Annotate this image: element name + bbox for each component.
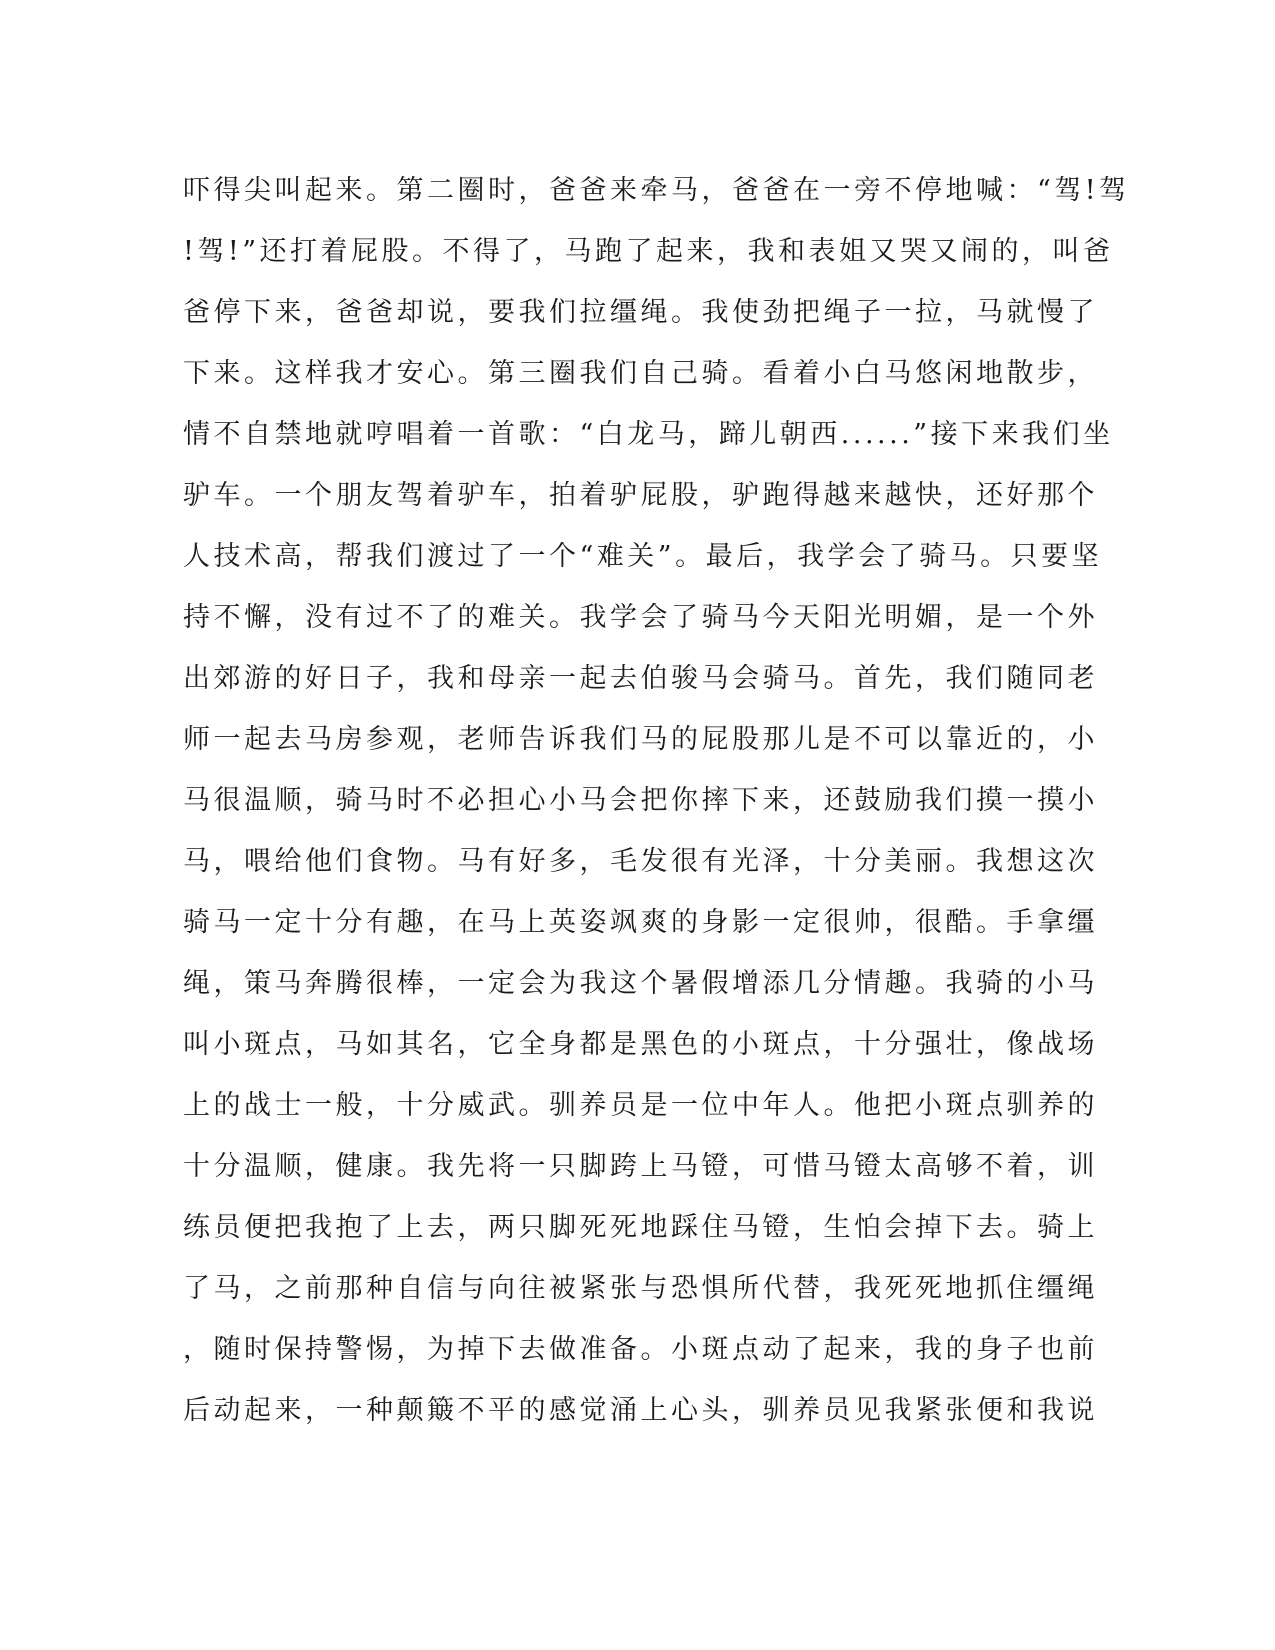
text-line: 驴车。一个朋友驾着驴车，拍着驴屁股，驴跑得越来越快，还好那个 [183,480,1098,511]
text-line: 练员便把我抱了上去，两只脚死死地踩住马镫，生怕会掉下去。骑上 [183,1212,1098,1243]
text-line: 下来。这样我才安心。第三圈我们自己骑。看着小白马悠闲地散步， [183,358,1098,389]
text-line: 持不懈，没有过不了的难关。我学会了骑马今天阳光明媚，是一个外 [183,602,1098,633]
text-line: 情不自禁地就哼唱着一首歌：“白龙马，蹄儿朝西......”接下来我们坐 [183,419,1114,450]
text-line: 了马，之前那种自信与向往被紧张与恐惧所代替，我死死地抓住缰绳 [183,1273,1098,1304]
text-line: 叫小斑点，马如其名，它全身都是黑色的小斑点，十分强壮，像战场 [183,1029,1098,1060]
text-line: 马很温顺，骑马时不必担心小马会把你摔下来，还鼓励我们摸一摸小 [183,785,1098,816]
text-line: 出郊游的好日子，我和母亲一起去伯骏马会骑马。首先，我们随同老 [183,663,1098,694]
text-line: 马，喂给他们食物。马有好多，毛发很有光泽，十分美丽。我想这次 [183,846,1098,877]
text-line: 爸停下来，爸爸却说，要我们拉缰绳。我使劲把绳子一拉，马就慢了 [183,297,1098,328]
text-line: !驾!”还打着屁股。不得了，马跑了起来，我和表姐又哭又闹的，叫爸 [183,236,1114,267]
body-text [183,160,1130,1441]
text-line: 后动起来，一种颠簸不平的感觉涌上心头，驯养员见我紧张便和我说 [183,1395,1098,1426]
text-line: 上的战士一般，十分威武。驯养员是一位中年人。他把小斑点驯养的 [183,1090,1098,1121]
text-line: ，随时保持警惕，为掉下去做准备。小斑点动了起来，我的身子也前 [183,1334,1098,1365]
text-line: 十分温顺，健康。我先将一只脚跨上马镫，可惜马镫太高够不着，训 [183,1151,1098,1182]
text-line: 绳，策马奔腾很棒，一定会为我这个暑假增添几分情趣。我骑的小马 [183,968,1098,999]
text-line: 骑马一定十分有趣，在马上英姿飒爽的身影一定很帅，很酷。手拿缰 [183,907,1098,938]
text-line: 人技术高，帮我们渡过了一个“难关”。最后，我学会了骑马。只要坚 [183,541,1103,572]
text-line: 吓得尖叫起来。第二圈时，爸爸来牵马，爸爸在一旁不停地喊：“驾!驾 [183,175,1130,206]
text-line: 师一起去马房参观，老师告诉我们马的屁股那儿是不可以靠近的，小 [183,724,1098,755]
